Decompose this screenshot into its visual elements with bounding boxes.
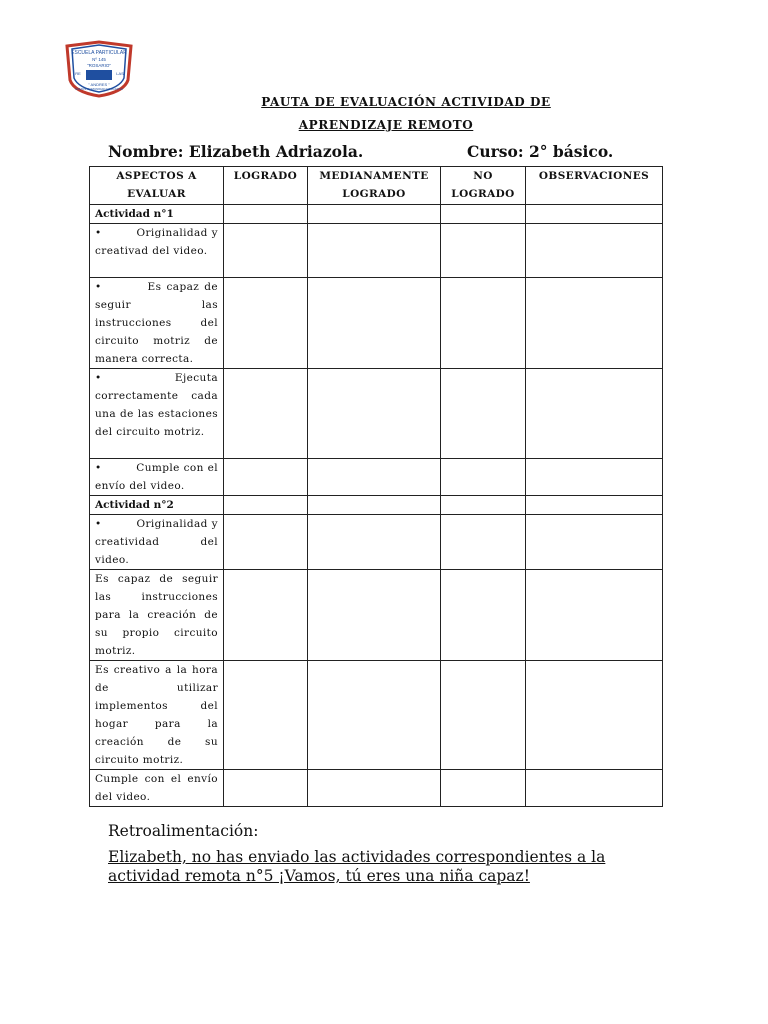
criterion-cell: Cumple con el envío del video. xyxy=(90,770,224,807)
header-aspect: ASPECTOS A EVALUAR xyxy=(90,167,224,205)
table-header-row xyxy=(90,167,663,205)
table-row xyxy=(90,570,663,661)
logo-bottom-1: " ANDRES " xyxy=(88,82,110,87)
header-observations: OBSERVACIONES xyxy=(526,167,663,205)
logo-bottom-2: SOMOS COMUNIDAD EDUCATIVA xyxy=(74,87,124,91)
document-title-line-2: APRENDIZAJE REMOTO xyxy=(298,118,474,132)
activity-2-row xyxy=(90,496,663,515)
activity-1-label: Actividad n°1 xyxy=(90,205,224,224)
activity-2-label: Actividad n°2 xyxy=(90,496,224,515)
criterion-cell: • Ejecuta correctamente cada una de las estaciones del circuito motriz. xyxy=(90,369,224,459)
criterion-cell: • Es capaz de seguir las instrucciones del circuito motriz de manera correcta. xyxy=(90,278,224,369)
criterion-cell: • Originalidad y creatividad del video. xyxy=(90,515,224,570)
activity-1-row xyxy=(90,205,663,224)
feedback-label: Retroalimentación: xyxy=(108,822,259,840)
school-logo xyxy=(64,40,134,98)
criterion-cell: • Cumple con el envío del video. xyxy=(90,459,224,496)
table-row xyxy=(90,369,663,459)
header-achieved: LOGRADO xyxy=(224,167,308,205)
logo-left-text: RE xyxy=(75,71,81,76)
document-title-line-1: PAUTA DE EVALUACIÓN ACTIVIDAD DE xyxy=(261,95,551,109)
feedback-text: Elizabeth, no has enviado las actividades correspondientes a la actividad remota n°5 ¡Vamos, tú eres una niña capaz! xyxy=(108,848,606,885)
student-name: Nombre: Elizabeth Adriazola. xyxy=(108,142,364,161)
table-row xyxy=(90,515,663,570)
table-row xyxy=(90,661,663,770)
logo-arc-text: ESCUELA PARTICULAR xyxy=(71,50,127,56)
criterion-cell: • Originalidad y creativad del video. xyxy=(90,224,224,278)
table-row xyxy=(90,224,663,278)
criterion-cell: Es capaz de seguir las instrucciones para la creación de su propio circuito motriz. xyxy=(90,570,224,661)
logo-name: "ROSARIO" xyxy=(87,63,111,68)
table-row xyxy=(90,278,663,369)
logo-right-text: LAS xyxy=(116,71,124,76)
table-row xyxy=(90,770,663,807)
header-partial: MEDIANAMENTE LOGRADO xyxy=(308,167,441,205)
header-not-achieved: NO LOGRADO xyxy=(441,167,526,205)
evaluation-table xyxy=(89,166,663,807)
logo-number: Nº 145 xyxy=(92,57,106,62)
student-course: Curso: 2° básico. xyxy=(467,142,614,161)
table-row xyxy=(90,459,663,496)
criterion-cell: Es creativo a la hora de utilizar implementos del hogar para la creación de su circuito motriz. xyxy=(90,661,224,770)
